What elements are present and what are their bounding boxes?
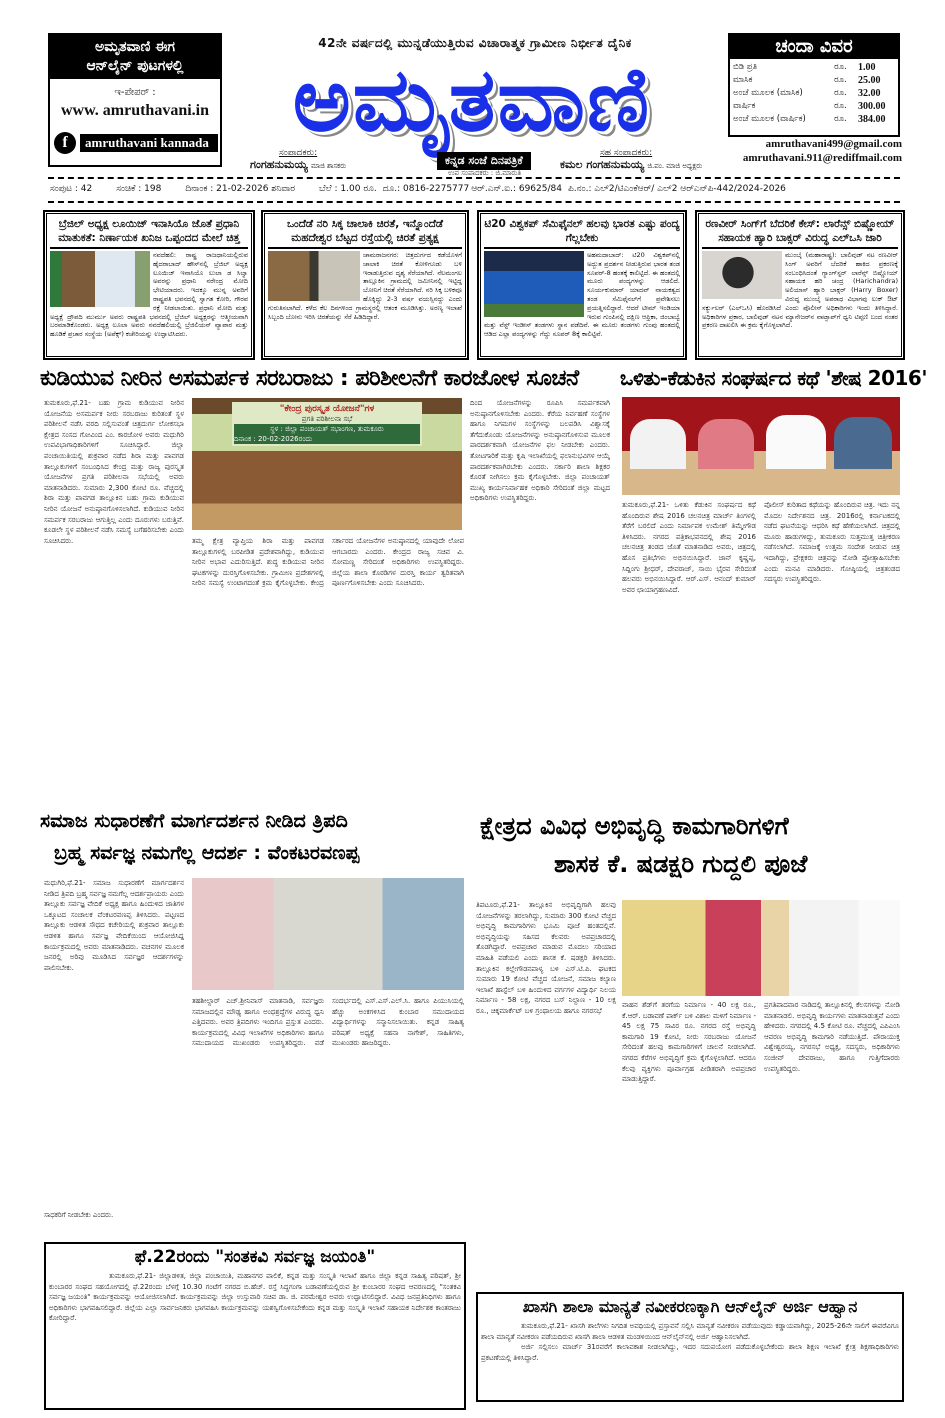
school-headline: ಖಾಸಗಿ ಶಾಲಾ ಮಾನ್ಯತೆ ನವೀಕರಣಕ್ಕಾಗಿ ಆನ್‌ಲೈನ್ ಅರ್ಜಿ ಆಹ್ವಾನ bbox=[522, 1297, 858, 1316]
subscription-row bbox=[730, 113, 898, 126]
teaser-photo bbox=[268, 251, 360, 301]
sub-editor: ಉಪ ಸಂಪಾದಕರು : ಜಿ.ಮಾರುತಿ bbox=[448, 169, 522, 177]
sub-currency: ರೂ. bbox=[834, 62, 847, 72]
person-figure bbox=[834, 417, 892, 469]
divider bbox=[48, 177, 900, 179]
school-body-1: ತುಮಕೂರು,ಫೆ.21- ಖಾಸಗಿ ಶಾಲೆಗಳು ನಿಗದಿತ ಅವಧಿಯಲ್ಲಿ ಪ್ರಸ್ತಾವನೆ ಸಲ್ಲಿಸಿ ಮಾನ್ಯತೆ ನವೀಕರಣ ಪಡೆಯುವುದು ಕಡ್ಡಾಯವಾಗಿದ್ದು, 2025-26ನೇ ಸಾಲಿಗೆ ಈವರೆವಿಗೂ ಶಾಲಾ ಮಾನ್ಯತೆ ನವೀಕರಣ ಪಡೆಯದಿರುವ ಖಾಸಗಿ ಶಾಲಾ ಆಡಳಿತ ಮಂಡಳಿಯಿಂದ ಆನ್‌ಲೈನ್‌ನಲ್ಲಿ ಅರ್ಜಿ ಆಹ್ವಾನಿಸಲಾಗಿದೆ. bbox=[481, 1322, 899, 1341]
sub-amount: 25.00 bbox=[858, 75, 881, 86]
teaser-brazil[interactable] bbox=[44, 211, 254, 359]
subscription-row bbox=[730, 87, 898, 100]
sub-label: ಅಂಚೆ ಮೂಲಕ (ವಾರ್ಷಿಕ) bbox=[733, 114, 806, 124]
online-heading-line2: ಆನ್‌ಲೈನ್ ಪುಟಗಳಲ್ಲಿ bbox=[86, 58, 184, 74]
editor-note: ಮಾಜಿ ಶಾಸಕರು bbox=[310, 162, 347, 170]
person-figure bbox=[698, 419, 754, 469]
sub-label: ಮಾಸಿಕ bbox=[733, 75, 753, 85]
teaser-body: ಚಾಮರಾಜನಗರ: ಚಿತ್ರದುರ್ಗದ ಕಡೆಯೊಳಗೆ ಚಾಲಾಕಿ ಚಿರತೆ ಕೋಳಿಗೂಡು ಬಳಿ ಇರಾಡುತ್ತಿರುವ ದೃಶ್ಯ ಸೆರೆಯಾಗಿದೆ. ನೆಲಮಂಗಲ ತಾಲ್ಲೂಕಿನ ಗ್ರಾಮದಲ್ಲಿ ಜಮೀನಿನಲ್ಲಿ ಇಟ್ಟಿದ್ದ ಬೋನಿಗೆ ಚಿರತೆ ಸೆರೆಯಾಗಿದೆ. ನರಿ ಸಿಕ್ಕ ಬಳಿಕವೂ ಹೊಕ್ಕಿದ್ದು 2-3 ವರ್ಷ ವಯಸ್ಸಿನದ್ದು ಎಂದು ಗುರುತಿಸಲಾಗಿದೆ. ಕಳೆದ ಕೆಲ ದಿನಗಳಿಂದ ಗ್ರಾಮಸ್ಥರಲ್ಲಿ ಆತಂಕ ಮೂಡಿಸಿತ್ತು. ಅರಣ್ಯ ಇಲಾಖೆ ಸಿಬ್ಬಂದಿ ಬೋನು ಇರಿಸಿ ಚಿರತೆಯನ್ನು ಸೆರೆ ಹಿಡಿದಿದ್ದಾರೆ. bbox=[268, 251, 462, 321]
sarvajna-photo bbox=[192, 878, 464, 990]
subscription-row bbox=[730, 74, 898, 87]
film-col-2: ಪೊಲೀಸ್ ಕುರಿತಾದ ಕಥೆಯನ್ನು ಹೊಂದಿರುವ ಚಿತ್ರ. ಇದು ನನ್ನ ಮೊದಲ ನಿರ್ದೇಶನದ ಚಿತ್ರ. 2016ರಲ್ಲಿ ಕರ್ನಾಟಕದಲ್ಲಿ ನಡೆದ ಘಟನೆಯನ್ನು ಆಧರಿಸಿ ಕಥೆ ಹೆಣೆಯಲಾಗಿದೆ. ಚಿತ್ರದಲ್ಲಿ ಮೂರು ಹಾಡುಗಳಿದ್ದು, ತುಮಕೂರು ಸುತ್ತಮುತ್ತ ಚಿತ್ರೀಕರಣ ನಡೆಸಲಾಗಿದೆ. ಸಮಾಜಕ್ಕೆ ಉತ್ತಮ ಸಂದೇಶ ನೀಡುವ ಚಿತ್ರ ಇದಾಗಿದ್ದು, ಪ್ರೇಕ್ಷಕರು ಚಿತ್ರವನ್ನು ನೋಡಿ ಪ್ರೋತ್ಸಾಹಿಸಬೇಕು ಎಂದು ಮನವಿ ಮಾಡಿದರು. ಗೋಷ್ಠಿಯಲ್ಲಿ ಚಿತ್ರತಂಡದ ಸದಸ್ಯರು ಉಪಸ್ಥಿತರಿದ್ದರು. bbox=[764, 501, 900, 584]
facebook-link[interactable] bbox=[54, 132, 218, 154]
subscription-row bbox=[730, 61, 898, 74]
banner-title: "ಕೇಂದ್ರ ಪುರಸ್ಕೃತ ಯೋಜನೆ"ಗಳ bbox=[279, 404, 375, 414]
editor-label: ಸಂಪಾದಕರು: bbox=[278, 148, 318, 158]
film-headline[interactable]: ಒಳಿತು-ಕೆಡುಕಿನ ಸಂಘರ್ಷದ ಕಥೆ 'ಶೇಷ 2016' bbox=[620, 366, 927, 390]
sarvajna-col-2 bbox=[192, 996, 464, 1206]
development-col-3: ಪ್ರಗತಿಪಾದವಾರ ನಾಡಿದಲ್ಲಿ ತಾಲ್ಲೂಕಿನಲ್ಲಿ ಕೆಲಸಗಳನ್ನು ನೋಡಿ ಮಾತನಾಡಲಿ. ಅಭಿವೃದ್ಧಿ ಕಾರ್ಯಗಳು ಮಾತನಾಡುತ್ತವೆ ಎಂದು ಹೇಳಿದರು. ನಗರದಲ್ಲಿ 4.5 ಕೋಟಿ ರೂ. ವೆಚ್ಚದಲ್ಲಿ ಎಪಿಎಂಸಿ ಆವರಣ ಅಭಿವೃದ್ಧಿ ಕಾಮಗಾರಿ ನಡೆಯುತ್ತಿದೆ. ಪೌರಾಯುಕ್ತ ವಿಶ್ವೇಶ್ವರಯ್ಯ, ನಗರಸಭೆ ಅಧ್ಯಕ್ಷ, ಸದಸ್ಯರು, ಅಧಿಕಾರಿಗಳು ಸಂಜೀವ್ ದೇವರಾಜು, ಹಾಗೂ ಗುತ್ತಿಗೆದಾರರು ಉಪಸ್ಥಿತರಿದ್ದರು. bbox=[764, 1001, 900, 1073]
sub-amount: 300.00 bbox=[858, 101, 886, 112]
teaser-body-wrap bbox=[50, 251, 248, 339]
sub-label: ಅಂಚೆ ಮೂಲಕ (ಮಾಸಿಕ) bbox=[733, 88, 803, 98]
email-gmail[interactable]: amruthavani499@gmail.com bbox=[765, 138, 902, 150]
lead-photo bbox=[192, 398, 462, 530]
lead-headline[interactable]: ಕುಡಿಯುವ ನೀರಿನ ಅಸಮರ್ಪಕ ಸರಬರಾಜು : ಪರಿಶೀಲನೆಗೆ ಕಾರಜೋಳ ಸೂಚನೆ bbox=[40, 366, 579, 391]
issue-number: ಸಂಚಿಕೆ : 198 bbox=[116, 184, 162, 194]
development-col-1: ತಿಪಟೂರು,ಫೆ.21- ತಾಲ್ಲೂಕಿನ ಅಭಿವೃದ್ಧಿಗಾಗಿ ಹಲವು ಯೋಜನೆಗಳನ್ನು ತರಲಾಗಿದ್ದು, ಸುಮಾರು 300 ಕೋಟಿ ವೆಚ್ಚದ ಅಭಿವೃದ್ಧಿ ಕಾಮಗಾರಿಗಳು ಭೂಮಿ ಪೂಜೆ ಹಂತದಲ್ಲಿವೆ. ಅಭಿವೃದ್ಧಿಯನ್ನು ಸಹಿಸದ ಕೆಲವರು ಅಪಪ್ರಚಾರದಲ್ಲಿ ತೊಡಗಿದ್ದಾರೆ. ಅಪಪ್ರಚಾರ ಮಾಡುವ ಮೊದಲು ಸರಿಯಾದ ಮಾಹಿತಿ ಪಡೆಯಲಿ ಎಂದು ಶಾಸಕ ಕೆ. ಷಡಕ್ಷರಿ ತಿಳಿಸಿದರು. ತಾಲ್ಲೂಕಿನ ಕಲ್ಲೇಗೌಡನಪಾಳ್ಯ ಬಳಿ ಎಸ್.ಟಿ.ಪಿ. ಘಟಕದ ಸುಮಾರು 19 ಕೋಟಿ ವೆಚ್ಚದ ಯೋಜನೆ, ಸಮಾಜ ಕಲ್ಯಾಣ ಇಲಾಖೆ ಹಾಸ್ಟೆಲ್ ಬಳಿ ಹಿಂದುಳಿದ ವರ್ಗಗಳ ವಿದ್ಯಾರ್ಥಿ ನಿಲಯ ನಿರ್ಮಾಣ - 58 ಲಕ್ಷ, ನಗರದ ಬಸ್ ನಿಲ್ದಾಣ - 10 ಲಕ್ಷ ರೂ., ಚಿಕ್ಕಮಾರ್ಕೆಟ್ ಬಳಿ ಗ್ರಂಥಾಲಯ ಹಾಗೂ ನಗರಸಭೆ bbox=[476, 901, 616, 1015]
online-edition-box bbox=[48, 33, 222, 167]
website-link[interactable]: www. amruthavani.in bbox=[60, 102, 210, 119]
photo-banner bbox=[232, 402, 422, 446]
film-photo bbox=[622, 397, 900, 495]
teaser-headline: ರಣವೀರ್ ಸಿಂಗ್‌ಗೆ ಬೆದರಿಕೆ ಕೇಸ್: ಲಾರೆನ್ಸ್ ಬಿಷ್ಣೋಯ್ ಸಹಾಯಕ ಹ್ಯಾರಿ ಬಾಕ್ಸರ್ ವಿರುದ್ಧ ಎಲ್‌ಒಸಿ ಜಾರಿ bbox=[702, 217, 898, 249]
postal-reg: ಪಿ.ನಂ.: ಎಲ್2/ಟಿಎಂಕೆಆರ್/ ಎಲ್2 ಆರ್‌ಎನ್‌ಪಿ-442/2024-2026 bbox=[567, 184, 786, 194]
teaser-body-wrap bbox=[268, 251, 462, 321]
development-headline-line2[interactable]: ಶಾಸಕ ಕೆ. ಷಡಕ್ಷರಿ ಗುದ್ದಲಿ ಪೂಜೆ bbox=[554, 850, 808, 878]
banner-date: ದಿನಾಂಕ : 20-02-2026ರಂದು bbox=[234, 434, 420, 444]
sub-label: ಬಿಡಿ ಪ್ರತಿ bbox=[733, 62, 758, 72]
jayanti-body: ತುಮಕೂರು,ಫೆ.21- ಜಿಲ್ಲಾಡಳಿತ, ಜಿಲ್ಲಾ ಪಂಚಾಯಿತಿ, ಮಹಾನಗರ ಪಾಲಿಕೆ, ಕನ್ನಡ ಮತ್ತು ಸಂಸ್ಕೃತಿ ಇಲಾಖೆ ಹಾಗೂ ಜಿಲ್ಲಾ ಕನ್ನಡ ಸಾಹಿತ್ಯ ಪರಿಷತ್, ಶ್ರೀ ಕುಂಬಾರರ ಸಂಘದ ಸಹಯೋಗದಲ್ಲಿ ಫೆ.22ರಂದು ಬೆಳಗ್ಗೆ 10.30 ಗಂಟೆಗೆ ನಗರದ ಬಿ.ಹೆಚ್. ರಸ್ತೆ ಸಿದ್ಧಗಂಗಾ ಬಡಾವಣೆಯಲ್ಲಿರುವ ಶ್ರೀ ಕುಂಬಾರರ ಸಂಘದ ಆವರಣದಲ್ಲಿ "ಸಂತಕವಿ ಸರ್ವಜ್ಞ ಜಯಂತಿ" ಕಾರ್ಯಕ್ರಮವನ್ನು ಆಯೋಜಿಸಲಾಗಿದೆ. ಕಾರ್ಯಕ್ರಮವನ್ನು ಜಿಲ್ಲಾ ಉಸ್ತುವಾರಿ ಸಚಿವ ಡಾ. ಜಿ. ಪರಮೇಶ್ವರ ಅವರು ಉದ್ಘಾಟಿಸಲಿದ್ದಾರೆ. ವಿವಿಧ ಜನಪ್ರತಿನಿಧಿಗಳು ಹಾಗೂ ಅಧಿಕಾರಿಗಳು ಭಾಗವಹಿಸಲಿದ್ದಾರೆ. ಜಿಲ್ಲೆಯ ಎಲ್ಲಾ ಸಾರ್ವಜನಿಕರು ಭಾಗವಹಿಸಿ ಕಾರ್ಯಕ್ರಮವನ್ನು ಯಶಸ್ವಿಗೊಳಿಸಬೇಕೆಂದು ಕನ್ನಡ ಮತ್ತು ಸಂಸ್ಕೃತಿ ಇಲಾಖೆ ಸಹಾಯಕ ನಿರ್ದೇಶಕ ಕಾಂತರಾಜು ಕೋರಿದ್ದಾರೆ. bbox=[49, 1272, 461, 1323]
masthead-tagline: 42ನೇ ವರ್ಷದಲ್ಲಿ ಮುನ್ನಡೆಯುತ್ತಿರುವ ವಿಚಾರಾತ್ಮಕ ಗ್ರಾಮೀಣ ನಿರ್ಭೀತ ದೈನಿಕ bbox=[318, 36, 632, 50]
newspaper-subtitle: ಕನ್ನಡ ಸಂಜೆ ದಿನಪತ್ರಿಕೆ bbox=[437, 152, 531, 170]
person-figure bbox=[630, 419, 686, 469]
sarvajna-headline-line1[interactable]: ಸಮಾಜ ಸುಧಾರಣೆಗೆ ಮಾರ್ಗದರ್ಶನ ನೀಡಿದ ತ್ರಿಪದಿ bbox=[40, 810, 348, 832]
contact-emails bbox=[700, 137, 902, 165]
banner-place: ಸ್ಥಳ : ಜಿಲ್ಲಾ ಪಂಚಾಯತ್ ಸಭಾಂಗಣ, ತುಮಕೂರು bbox=[234, 424, 420, 434]
facebook-icon: f bbox=[54, 132, 76, 154]
rni-number: ಆರ್.ಎನ್.ಐ.: 69625/84 bbox=[471, 184, 562, 194]
sarvajna-col-1: ಮಧುಗಿರಿ,ಫೆ.21- ಸಮಾಜ ಸುಧಾರಣೆಗೆ ಮಾರ್ಗದರ್ಶನ ನೀಡಿದ ತ್ರಿಪದಿ ಬ್ರಹ್ಮ ಸರ್ವಜ್ಞ ನಮಗೆಲ್ಲ ಆದರ್ಶಪ್ರಾಯರು ಎಂದು ತಾಲ್ಲೂಕು ಸರ್ವಜ್ಞ ವೇದಿಕೆ ಅಧ್ಯಕ್ಷ ಹಾಗೂ ಹಿಂದುಳಿದ ಜಾತಿಗಳ ಒಕ್ಕೂಟದ ಸಂಚಾಲಕ ವೆಂಕಟರವಣಪ್ಪ ತಿಳಿಸಿದರು. ಪಟ್ಟಣದ ತಾಲ್ಲೂಕು ಆಡಳಿತ ಸೌಧದ ಕಚೇರಿಯಲ್ಲಿ ಶುಕ್ರವಾರ ತಾಲ್ಲೂಕು ಆಡಳಿತ ಹಾಗೂ ಸರ್ವಜ್ಞ ವೇದಿಕೆಯಿಂದ ಆಯೋಜಿಸಿದ್ದ ಕಾರ್ಯಕ್ರಮದಲ್ಲಿ ಅವರು ಮಾತನಾಡಿದರು. ವಚನಗಳ ಮೂಲಕ ಜನರಲ್ಲಿ ಅರಿವು ಮೂಡಿಸಿದ ಸರ್ವಜ್ಞರ ಆದರ್ಶಗಳನ್ನು ಪಾಲಿಸಬೇಕು. bbox=[44, 879, 184, 972]
teaser-cricket[interactable] bbox=[478, 211, 686, 359]
school-notice[interactable] bbox=[476, 1292, 904, 1402]
subscription-heading: ಚಂದಾ ವಿವರ bbox=[730, 35, 898, 59]
issue-info-bar bbox=[50, 184, 900, 194]
teaser-headline: ಒಂದೆಡೆ ನರಿ ಸಿಕ್ಕ ಚಾಲಾಕಿ ಚಿರತೆ, ಇನ್ನೊಂದೆಡೆ ಮಹದೇಶ್ವರ ಬೆಟ್ಟದ ರಸ್ತೆಯಲ್ಲಿ ಚಿರತೆ ಪ್ರತ್ಯಕ್ಷ bbox=[268, 217, 462, 249]
teaser-leopard[interactable] bbox=[262, 211, 468, 359]
teaser-body: ನವದೆಹಲಿ: ರಾಷ್ಟ್ರ ರಾಜಧಾನಿಯಲ್ಲಿರುವ ಹೈದರಾಬಾದ್ ಹೌಸ್‌ನಲ್ಲಿ ಬ್ರೆಜಿಲ್ ಅಧ್ಯಕ್ಷ ಲೂಯಿಜ್ ಇನಾಸಿಯೊ ಲುಲಾ ಡ ಸಿಲ್ವಾ ಅವರನ್ನು ಪ್ರಧಾನಿ ನರೇಂದ್ರ ಮೋದಿ ಭೇಟಿಯಾದರು. ಇದಕ್ಕೂ ಮುನ್ನ ಅವರಿಗೆ ರಾಷ್ಟ್ರಪತಿ ಭವನದಲ್ಲಿ ಸ್ವಾಗತ ಕೋರಿ, ಗೌರವ ರಕ್ಷೆ ನೀಡಲಾಯಿತು. ಪ್ರಧಾನಿ ಮೋದಿ ಮತ್ತು ಅಧ್ಯಕ್ಷೆ ದ್ರೌಪದಿ ಮುರ್ಮು ಅವರು ರಾಷ್ಟ್ರಪತಿ ಭವನದಲ್ಲಿ ಬ್ರೆಜಿಲ್ ಅಧ್ಯಕ್ಷರನ್ನು ಆತ್ಮೀಯವಾಗಿ ಬರಮಾಡಿಕೊಂಡರು. ಅಧ್ಯಕ್ಷ ಲೂಲಾ ಅವರು ನವದೆಹಲಿಯಲ್ಲಿ ಬ್ರೆಜಿಲಿಯನ್ ವ್ಯಾಪಾರ ಮತ್ತು ಹೂಡಿಕೆ ಪ್ರಚಾರ ಸಂಸ್ಥೆಯ (ಅಪೆಕ್ಸ್) ಕಚೇರಿಯನ್ನು ಉದ್ಘಾಟಿಸಿದರು. bbox=[50, 251, 248, 339]
lead-col-3: ದಿಂದ ಯೋಜನೆಗಳನ್ನು ರೂಪಿಸಿ ಸಮರ್ಪಕವಾಗಿ ಅನುಷ್ಠಾನಗೊಳಿಸಬೇಕು ಎಂದರು. ಕೆರೆಯ ನಿರ್ವಹಣೆ ಸಂಸ್ಥೆಗಳ ಹಾಗೂ ನಿಗಮಗಳ ಸಂಸ್ಥೆಗಳನ್ನು ಬಲಪಡಿಸಿ ವಿಶ್ವಾಸಕ್ಕೆ ತೆಗೆದುಕೊಂಡು ಯೋಜನೆಗಳನ್ನು ಅನುಷ್ಠಾನಗೊಳಿಸುವ ಮೂಲಕ ಪಾರದರ್ಶಕವಾಗಿ ಯೋಜನೆಗಳ ಫಲ ನೀಡಬೇಕು ಎಂದರು. ತೋಟಗಾರಿಕೆ ಮತ್ತು ಕೃಷಿ ಇಲಾಖೆಯಲ್ಲಿ ಫಲಾನುಭವಿಗಳ ಆಯ್ಕೆ ಪಾರದರ್ಶಕವಾಗಿರಬೇಕು ಎಂದರು. ಸರ್ಕಾರಿ ಶಾಲಾ ಶಿಕ್ಷಕರ ಕೊರತೆ ನೀಗಿಸಲು ಕ್ರಮ ಕೈಗೊಳ್ಳಬೇಕು. ಜಿಲ್ಲಾ ಪಂಚಾಯತ್ ಮುಖ್ಯ ಕಾರ್ಯನಿರ್ವಾಹಕ ಅಧಿಕಾರಿ ಸೇರಿದಂತೆ ಜಿಲ್ಲಾ ಮಟ್ಟದ ಅಧಿಕಾರಿಗಳು ಉಪಸ್ಥಿತರಿದ್ದರು. bbox=[470, 399, 610, 503]
teaser-body: ಅಹಮದಾಬಾದ್: ಟಿ20 ವಿಶ್ವಕಪ್‌ನಲ್ಲಿ ಅದ್ಭುತ ಪ್ರದರ್ಶನ ನೀಡುತ್ತಿರುವ ಭಾರತ ತಂಡ ಸೂಪರ್-8 ಹಂತಕ್ಕೆ ಕಾಲಿಟ್ಟಿದೆ. ಈ ಹಂತದಲ್ಲಿ ಮೂರು ಪಂದ್ಯಗಳನ್ನು ಆಡಲಿದೆ. ಸೂರ್ಯಕುಮಾರ್ ಯಾದವ್ ನಾಯಕತ್ವದ ತಂಡ ಸೆಮಿಫೈನಲ್‌ಗೆ ಪ್ರವೇಶಿಸಲು ಪ್ರಯತ್ನಿಸಲಿದ್ದಾರೆ. ಆದರೆ ಟೀಮ್ ಇಂಡಿಯಾ ಇರುವ ಗುಂಪಿನಲ್ಲಿ ದಕ್ಷಿಣ ಆಫ್ರಿಕಾ, ಜಿಂಬಾಬ್ವೆ ಮತ್ತು ವೆಸ್ಟ್ ಇಂಡೀಸ್ ತಂಡಗಳು ಸ್ಥಾನ ಪಡೆದಿವೆ. ಈ ಮೂರು ತಂಡಗಳು ಗುಂಪು ಹಂತದಲ್ಲಿ ಆಡಿದ ಎಲ್ಲಾ ಪಂದ್ಯಗಳನ್ನು ಗೆದ್ದು ಸೂಪರ್ 8ಕ್ಕೆ ಕಾಲಿಟ್ಟಿವೆ. bbox=[484, 251, 680, 339]
sub-currency: ರೂ. bbox=[834, 88, 847, 98]
teaser-headline: ಟಿ20 ವಿಶ್ವಕಪ್ ಸೆಮಿಫೈನಲ್ ಹಲವು ಭಾರತ ಎಷ್ಟು ಪಂದ್ಯ ಗೆಲ್ಲಬೇಕು bbox=[484, 217, 680, 249]
sub-amount: 1.00 bbox=[858, 62, 876, 73]
online-box-heading bbox=[50, 35, 220, 79]
issue-date: ದಿನಾಂಕ : 21-02-2026 ಶನಿವಾರ bbox=[185, 184, 295, 194]
teaser-body-wrap bbox=[484, 251, 680, 339]
banner-sub: ಪ್ರಗತಿ ಪರಿಶೀಲನಾ ಸಭೆ bbox=[301, 415, 353, 423]
sub-currency: ರೂ. bbox=[834, 114, 847, 124]
school-body-2: ಅರ್ಜಿ ಸಲ್ಲಿಸಲು ಮಾರ್ಚ್ 31ರವರೆಗೆ ಕಾಲಾವಕಾಶ ನೀಡಲಾಗಿದ್ದು, ಇದರ ಸದುಪಯೋಗ ಪಡೆದುಕೊಳ್ಳಬೇಕೆಂದು ಶಾಲಾ ಶಿಕ್ಷಣ ಇಲಾಖೆ ಕ್ಷೇತ್ರ ಶಿಕ್ಷಣಾಧಿಕಾರಿಗಳು ಪ್ರಕಟಣೆಯಲ್ಲಿ ತಿಳಿಸಿದ್ದಾರೆ. bbox=[481, 1343, 899, 1362]
sub-currency: ರೂ. bbox=[834, 75, 847, 85]
editor-credit bbox=[250, 148, 346, 172]
email-rediff[interactable]: amruthavani.911@rediffmail.com bbox=[742, 152, 902, 164]
lead-col-1: ತುಮಕೂರು,ಫೆ.21- ಬಹು ಗ್ರಾಮ ಕುಡಿಯುವ ನೀರಿನ ಯೋಜನೆಯ ಅಸಮರ್ಪಕ ನೀರು ಸರಬರಾಜು ಕುರಿತಂತೆ ಸ್ಥಳ ಪರಿಶೀಲನೆ ನಡೆಸಿ ವರದಿ ಸಲ್ಲಿಸುವಂತೆ ಚಿತ್ರದುರ್ಗ ಲೋಕಸಭಾ ಕ್ಷೇತ್ರದ ಸಂಸದ ಗೋವಿಂದ ಎಂ. ಕಾರಜೋಳ ಅವರು ಮಧುಗಿರಿ ಉಪವಿಭಾಗಾಧಿಕಾರಿಗಳಿಗೆ ಸೂಚಿಸಿದ್ದಾರೆ. ಜಿಲ್ಲಾ ಪಂಚಾಯಿತಿಯಲ್ಲಿ ಶುಕ್ರವಾರ ನಡೆದ ಶಿರಾ ಮತ್ತು ಪಾವಗಡ ತಾಲ್ಲೂಕುಗಳಿಗೆ ಸಂಬಂಧಿಸಿದ ಕೇಂದ್ರ ಮತ್ತು ರಾಜ್ಯ ಪುರಸ್ಕೃತ ಯೋಜನೆಗಳ ಪ್ರಗತಿ ಪರಿಶೀಲನಾ ಸಭೆಯಲ್ಲಿ ಅವರು ಮಾತನಾಡಿದರು. ಸುಮಾರು 2,300 ಕೋಟಿ ರೂ. ವೆಚ್ಚದಲ್ಲಿ ಶಿರಾ ಮತ್ತು ಪಾವಗಡ ತಾಲ್ಲೂಕಿನ ಬಹು ಗ್ರಾಮ ಕುಡಿಯುವ ನೀರಿನ ಯೋಜನೆ ಅನುಷ್ಠಾನಗೊಳಿಸಲಾಗಿದೆ. ಕುಡಿಯುವ ನೀರಿನ ಸಮರ್ಪಕ ಸರಬರಾಜು ಆಗುತ್ತಿಲ್ಲ ಎಂದು ದೂರುಗಳು ಬರುತ್ತಿವೆ. ಕೂಡಲೇ ಸ್ಥಳ ಪರಿಶೀಲನೆ ನಡೆಸಿ ಸಮಸ್ಯೆ ಬಗೆಹರಿಸಬೇಕು ಎಂದು ಸೂಚಿಸಿದರು. bbox=[44, 399, 184, 545]
sarvajna-more: ವಡೆ ಸಂದರ್ಭದಲ್ಲಿ ಎಸ್.ಎಸ್.ಎಲ್.ಸಿ. ಹಾಗೂ ಪಿಯುಸಿಯಲ್ಲಿ ಹೆಚ್ಚು ಅಂಕಗಳಿಸಿದ ಕುಂಬಾರ ಸಮುದಾಯದ ವಿದ್ಯಾರ್ಥಿಗಳನ್ನು ಸನ್ಮಾನಿಸಲಾಯಿತು. ಕನ್ನಡ ಸಾಹಿತ್ಯ ಪರಿಷತ್ ಅಧ್ಯಕ್ಷೆ ಸಹನಾ ನಾಗೇಶ್, ಸಾಹಿತಿಗಳು, ಮುಖಂಡರು ಹಾಜರಿದ್ದರು. bbox=[314, 997, 464, 1048]
sub-label: ವಾರ್ಷಿಕ bbox=[733, 101, 756, 111]
online-heading-line1: ಅಮೃತವಾಣಿ ಈಗ bbox=[94, 39, 176, 55]
jayanti-notice[interactable] bbox=[44, 1242, 466, 1410]
sub-amount: 32.00 bbox=[858, 88, 881, 99]
teaser-photo bbox=[50, 251, 150, 307]
development-photo bbox=[622, 900, 900, 996]
co-editor-label: ಸಹ ಸಂಪಾದಕರು: bbox=[600, 148, 653, 158]
sarvajna-headline-line2[interactable]: ಬ್ರಹ್ಮ ಸರ್ವಜ್ಞ ನಮಗೆಲ್ಲ ಆದರ್ಶ : ವೆಂಕಟರವಣಪ್ಪ bbox=[54, 842, 360, 864]
sarvajna-closing: ಸಾಧಕರಿಗೆ ನೀಡಬೇಕು ಎಂದರು. bbox=[44, 1211, 114, 1219]
subscription-box bbox=[728, 33, 900, 137]
person-figure bbox=[766, 415, 826, 469]
teaser-ranveer[interactable] bbox=[696, 211, 904, 359]
editor-name: ಗಂಗಹನುಮಯ್ಯ bbox=[250, 158, 308, 171]
epaper-label: ಇ-ಪೇಪರ್ : bbox=[114, 87, 156, 98]
sarvajna-caption: ತಹಶೀಲ್ದಾರ್ ಎಚ್.ಶ್ರೀನಿವಾಸ್ ಮಾತನಾಡಿ, ಸರ್ವಜ್ಞರು ಸಮಾಜದಲ್ಲಿನ ಮೌಢ್ಯ ಹಾಗೂ ಅಂಧಶ್ರದ್ಧೆಗಳ ವಿರುದ್ಧ ಧ್ವನಿ ಎತ್ತಿದವರು. ಅವರ ತ್ರಿಪದಿಗಳು ಇಂದಿಗೂ ಪ್ರಸ್ತುತ ಎಂದರು. ಕಾರ್ಯಕ್ರಮದಲ್ಲಿ ವಿವಿಧ ಇಲಾಖೆಗಳ ಅಧಿಕಾರಿಗಳು ಹಾಗೂ ಸಮುದಾಯದ ಮುಖಂಡರು ಉಪಸ್ಥಿತರಿದ್ದರು. bbox=[192, 997, 324, 1048]
lead-col-2: ತಮ್ಮ ಕ್ಷೇತ್ರ ವ್ಯಾಪ್ತಿಯ ಶಿರಾ ಮತ್ತು ಪಾವಗಡ ತಾಲ್ಲೂಕುಗಳಲ್ಲಿ ಬರಪೀಡಿತ ಪ್ರದೇಶವಾಗಿದ್ದು, ಕುಡಿಯುವ ನೀರಿನ ಅಭಾವ ಎದುರಿಸುತ್ತಿದೆ. ಶುದ್ಧ ಕುಡಿಯುವ ನೀರಿನ ಘಟಕಗಳನ್ನು ದುರಸ್ತಿಗೊಳಿಸಬೇಕು. ಗ್ರಾಮೀಣ ಪ್ರದೇಶಗಳಲ್ಲಿ ನೀರಿನ ಸಮಸ್ಯೆ ಉಂಟಾಗದಂತೆ ಕ್ರಮ ಕೈಗೊಳ್ಳಬೇಕು. ಕೇಂದ್ರ ಸರ್ಕಾರದ ಯೋಜನೆಗಳ ಅನುಷ್ಠಾನದಲ್ಲಿ ಯಾವುದೇ ಲೋಪ ಆಗಬಾರದು ಎಂದರು. ಕೇಂದ್ರದ ರಾಜ್ಯ ಸಚಿವ ವಿ. ಸೋಮಣ್ಣ ಸೇರಿದಂತೆ ಅಧಿಕಾರಿಗಳು ಉಪಸ್ಥಿತರಿದ್ದರು. ಜಿಲ್ಲೆಯ ಶಾಲಾ ಕೊಠಡಿಗಳ ದುರಸ್ತಿ ಕಾರ್ಯ ತ್ವರಿತವಾಗಿ ಪೂರ್ಣಗೊಳಿಸಬೇಕು ಎಂದು ಸೂಚಿಸಿದರು. bbox=[192, 537, 464, 588]
co-editor-name: ಕಮಲ ಗಂಗಹನುಮಯ್ಯ bbox=[560, 158, 645, 171]
sub-currency: ರೂ. bbox=[834, 101, 847, 111]
film-col-1: ತುಮಕೂರು,ಫೆ.21- ಒಳಿತು ಕೆಡುಕಿನ ಸಂಘರ್ಷದ ಕಥೆ ಹೊಂದಿರುವ ಶೇಷ 2016 ಚಲನಚಿತ್ರ ಮಾರ್ಚ್ ತಿಂಗಳಲ್ಲಿ ತೆರೆಗೆ ಬರಲಿದೆ ಎಂದು ನಿರ್ಮಾಪಕ ಉಮೇಶ್ ತಿಮ್ಮೇಗೌಡ ತಿಳಿಸಿದರು. ನಗರದ ಪತ್ರಿಕಾಭವನದಲ್ಲಿ ಶೇಷ 2016 ಚಲನಚಿತ್ರ ತಂಡದ ಜೊತೆ ಮಾತನಾಡಿದ ಅವರು, ಚಿತ್ರದಲ್ಲಿ ಹೊಸ ಪ್ರತಿಭೆಗಳು ಅಭಿನಯಿಸಿದ್ದಾರೆ. ಜಾನ್ ಕೃಷ್ಣಪ್ಪ, ಸಿದ್ದಿಂಗು ಶ್ರೀಧರ್, ದೇವರಾಜ್, ಸಾಯಿ ಭೈರವ ಸೇರಿದಂತೆ ಹಲವರು ಅಭಿನಯಿಸಿದ್ದಾರೆ. ಆರ್.ಎಸ್. ಆನಂದ್ ಕುಮಾರ್ ಅವರ ಛಾಯಾಗ್ರಹಣವಿದೆ. bbox=[622, 501, 756, 594]
teaser-photo bbox=[484, 251, 584, 317]
issue-price: ಬೆಲೆ : 1.00 ರೂ. bbox=[318, 184, 377, 194]
teaser-body: ಮುಂಬೈ (ಮಹಾರಾಷ್ಟ್ರ): ಬಾಲಿವುಡ್ ನಟ ರಣವೀರ್ ಸಿಂಗ್ ಅವರಿಗೆ ಬೆದರಿಕೆ ಹಾಕಿದ ಪ್ರಕರಣಕ್ಕೆ ಸಂಬಂಧಿಸಿದಂತೆ ಗ್ಯಾಂಗ್‌ಸ್ಟರ್ ಲಾರೆನ್ಸ್ ಬಿಷ್ಣೋಯ್ ಸಹಾಯಕ ಹರಿ ಚಂದ್ರ (Harichandra) ಅಲಿಯಾಸ್ ಹ್ಯಾರಿ ಬಾಕ್ಸರ್ (Harry Boxer) ವಿರುದ್ಧ ಮುಂಬೈ ಅಪರಾಧ ವಿಭಾಗವು ಲುಕ್ ಔಟ್ ಸರ್ಕ್ಯುಲರ್ (ಎಲ್‌ಒಸಿ) ಹೊರಡಿಸಿದೆ ಎಂದು ಪೊಲೀಸ್ ಅಧಿಕಾರಿಗಳು ಇಂದು ತಿಳಿಸಿದ್ದಾರೆ. ಅಧಿಕಾರಿಗಳ ಪ್ರಕಾರ, ಬಾಲಿವುಡ್ ನಟನ ಮ್ಯಾನೇಜರ್‌ನ ವಾಟ್ಸಾಪ್‌ಗೆ ಧ್ವನಿ ಟಿಪ್ಪಣಿ ಬಂದ ನಂತರ ಪ್ರಕರಣ ದಾಖಲಿಸಿ ಈ ಕ್ರಮ ಕೈಗೊಳ್ಳಲಾಗಿದೆ. bbox=[702, 251, 898, 330]
newspaper-title: ಅಮೃತವಾಣಿ bbox=[292, 48, 652, 151]
subscription-row bbox=[730, 100, 898, 113]
divider bbox=[48, 201, 900, 203]
teaser-body-wrap bbox=[702, 251, 898, 330]
co-editor-credit bbox=[560, 148, 702, 172]
co-editor-note: ಜಿ.ಪಂ. ಮಾಜಿ ಅಧ್ಯಕ್ಷರು bbox=[647, 162, 703, 170]
teaser-photo bbox=[702, 251, 782, 299]
phone-number: ದೂ.: 0816-2275777 bbox=[382, 184, 470, 194]
subscription-table bbox=[730, 61, 898, 126]
facebook-handle: amruthavani kannada bbox=[80, 134, 218, 152]
jayanti-headline: ಫೆ.22ರಂದು "ಸಂತಕವಿ ಸರ್ವಜ್ಞ ಜಯಂತಿ" bbox=[134, 1247, 376, 1267]
sub-amount: 384.00 bbox=[858, 114, 886, 125]
volume-number: ಸಂಪುಟ : 42 bbox=[50, 184, 93, 194]
teaser-headline: ಬ್ರೆಜಿಲ್ ಅಧ್ಯಕ್ಷ ಲೂಯಿಜ್ ಇನಾಸಿಯೊ ಜೊತೆ ಪ್ರಧಾನಿ ಮಾತುಕತೆ: ನಿರ್ಣಾಯಕ ಖನಿಜ ಒಪ್ಪಂದದ ಮೇಲೆ ಚಿತ್ತ bbox=[50, 217, 248, 249]
development-col-2: ವಾಹನ ಶೆಡ್‌ಗೆ ತರಗೆಯ ನಿರ್ಮಾಣ - 40 ಲಕ್ಷ ರೂ., ಕೆ.ಆರ್. ಬಡಾವಣೆ ಪಾರ್ಕ್ ಬಳಿ ವಿಶಾಲ ಮಳಿಗೆ ನಿರ್ಮಾಣ - 45 ಲಕ್ಷ 75 ಸಾವಿರ ರೂ. ನಗರದ ರಸ್ತೆ ಅಭಿವೃದ್ಧಿ ಕಾಮಗಾರಿ 19 ಕೋಟಿ, ನೀರು ಸರಬರಾಜು ಯೋಜನೆ ಸೇರಿದಂತೆ ಹಲವು ಕಾಮಗಾರಿಗಳಿಗೆ ಚಾಲನೆ ನೀಡಲಾಗಿದೆ. ನಗರದ ಕೆರೆಗಳ ಅಭಿವೃದ್ಧಿಗೆ ಕ್ರಮ ಕೈಗೊಳ್ಳಲಾಗಿದೆ. ಆದರೂ ಕೆಲವು ವ್ಯಕ್ತಿಗಳು ಪೂರ್ವಾಗ್ರಹ ಪೀಡಿತರಾಗಿ ಅಪಪ್ರಚಾರ ಮಾಡುತ್ತಿದ್ದಾರೆ. bbox=[622, 1001, 756, 1084]
development-headline-line1[interactable]: ಕ್ಷೇತ್ರದ ವಿವಿಧ ಅಭಿವೃದ್ಧಿ ಕಾಮಗಾರಿಗಳಿಗೆ bbox=[480, 812, 789, 840]
